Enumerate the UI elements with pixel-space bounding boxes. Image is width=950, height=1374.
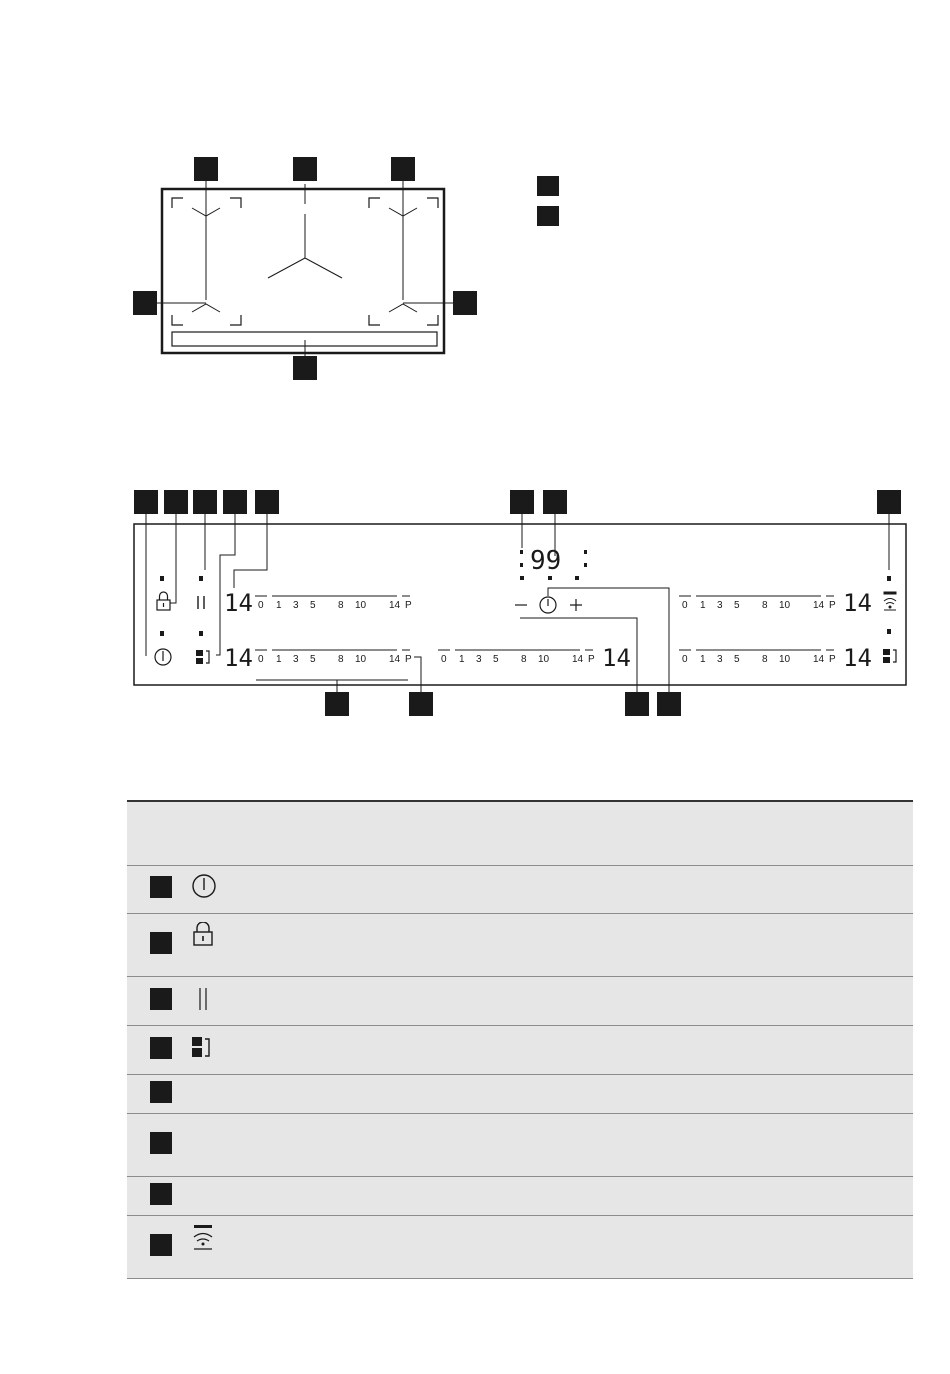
lock-icon — [190, 914, 232, 977]
scale-tick-label: P — [829, 654, 836, 665]
scale-tick-label: P — [405, 654, 412, 665]
callout-marker — [293, 157, 317, 181]
row-marker — [150, 1132, 172, 1154]
scale-tick-label: 5 — [734, 600, 740, 611]
scale-tick-label: 0 — [258, 654, 264, 665]
cooking-zones-layout — [157, 180, 453, 358]
panel-callouts-top — [134, 490, 901, 514]
operating-elements-table — [127, 800, 913, 1279]
scale-tick-label: 10 — [779, 654, 791, 665]
scale-tick-label: 8 — [338, 600, 344, 611]
power-scales — [255, 596, 836, 665]
timer-display — [530, 546, 561, 576]
on-off-icon — [155, 649, 171, 665]
svg-text:14: 14 — [843, 644, 872, 672]
scale-tick-label: 3 — [717, 600, 723, 611]
scale-tick-label: 8 — [338, 654, 344, 665]
scale-tick-label: 1 — [700, 600, 706, 611]
power-scale[interactable] — [679, 596, 836, 611]
table-row — [127, 1114, 913, 1177]
table-row — [127, 1216, 913, 1279]
scale-tick-label: P — [588, 654, 595, 665]
bridge-icon — [190, 1026, 232, 1075]
callout-marker — [133, 291, 157, 315]
table-row — [127, 914, 913, 977]
table-header-cell — [127, 801, 913, 866]
row-marker — [150, 1081, 172, 1103]
scale-tick-label: 1 — [276, 600, 282, 611]
scale-tick-label: 3 — [293, 600, 299, 611]
callout-marker — [293, 356, 317, 380]
hob-to-hood-icon — [884, 592, 896, 610]
scale-tick-label: 10 — [355, 600, 367, 611]
svg-text:99: 99 — [530, 546, 562, 576]
scale-tick-label: 1 — [276, 654, 282, 665]
scale-tick-label: 3 — [476, 654, 482, 665]
scale-tick-label: 8 — [762, 600, 768, 611]
legend-marker — [537, 206, 559, 226]
scale-tick-label: 5 — [310, 654, 316, 665]
row-marker — [150, 1183, 172, 1205]
scale-tick-label: 5 — [493, 654, 499, 665]
table-row — [127, 1075, 913, 1114]
scale-tick-label: 0 — [682, 600, 688, 611]
scale-tick-label: 5 — [734, 654, 740, 665]
power-scale[interactable] — [438, 650, 595, 665]
row-marker — [150, 1037, 172, 1059]
on-off-icon — [190, 866, 232, 914]
power-scale[interactable] — [679, 650, 836, 665]
scale-tick-label: 3 — [293, 654, 299, 665]
scale-tick-label: 0 — [441, 654, 447, 665]
svg-text:14: 14 — [224, 589, 253, 617]
power-scale[interactable] — [255, 650, 412, 665]
scale-tick-label: P — [829, 600, 836, 611]
svg-text:14: 14 — [843, 589, 872, 617]
svg-text:14: 14 — [224, 644, 253, 672]
scale-tick-label: 10 — [355, 654, 367, 665]
row-marker — [150, 1234, 172, 1256]
scale-tick-label: 14 — [389, 600, 401, 611]
scale-tick-label: 14 — [389, 654, 401, 665]
scale-tick-label: 14 — [572, 654, 584, 665]
scale-tick-label: 5 — [310, 600, 316, 611]
scale-tick-label: 0 — [258, 600, 264, 611]
scale-tick-label: 3 — [717, 654, 723, 665]
scale-tick-label: P — [405, 600, 412, 611]
pause-icon — [190, 977, 232, 1026]
row-marker — [150, 988, 172, 1010]
layout-legend — [537, 176, 559, 226]
svg-text:14: 14 — [602, 644, 631, 672]
scale-tick-label: 10 — [779, 600, 791, 611]
lock-icon — [157, 592, 170, 610]
scale-tick-label: 0 — [682, 654, 688, 665]
bridge-icon-right — [883, 649, 896, 663]
row-marker — [150, 876, 172, 898]
hob-to-hood-icon — [190, 1216, 232, 1279]
callout-marker — [194, 157, 218, 181]
pause-icon — [198, 596, 204, 609]
table-row — [127, 1026, 913, 1075]
table-row — [127, 977, 913, 1026]
control-panel — [134, 490, 906, 716]
table-row — [127, 866, 913, 914]
scale-tick-label: 14 — [813, 600, 825, 611]
table-header-row — [127, 801, 913, 866]
callout-marker — [453, 291, 477, 315]
timer-plus-icon — [570, 599, 582, 611]
panel-callouts-bottom — [325, 692, 681, 716]
legend-marker — [537, 176, 559, 196]
scale-tick-label: 1 — [459, 654, 465, 665]
scale-tick-label: 8 — [521, 654, 527, 665]
table-row — [127, 1177, 913, 1216]
power-scale[interactable] — [255, 596, 412, 611]
timer-controls — [515, 597, 582, 613]
scale-tick-label: 10 — [538, 654, 550, 665]
callout-marker — [391, 157, 415, 181]
scale-tick-label: 14 — [813, 654, 825, 665]
scale-tick-label: 8 — [762, 654, 768, 665]
scale-tick-label: 1 — [700, 654, 706, 665]
bridge-icon — [196, 650, 209, 664]
row-marker — [150, 932, 172, 954]
